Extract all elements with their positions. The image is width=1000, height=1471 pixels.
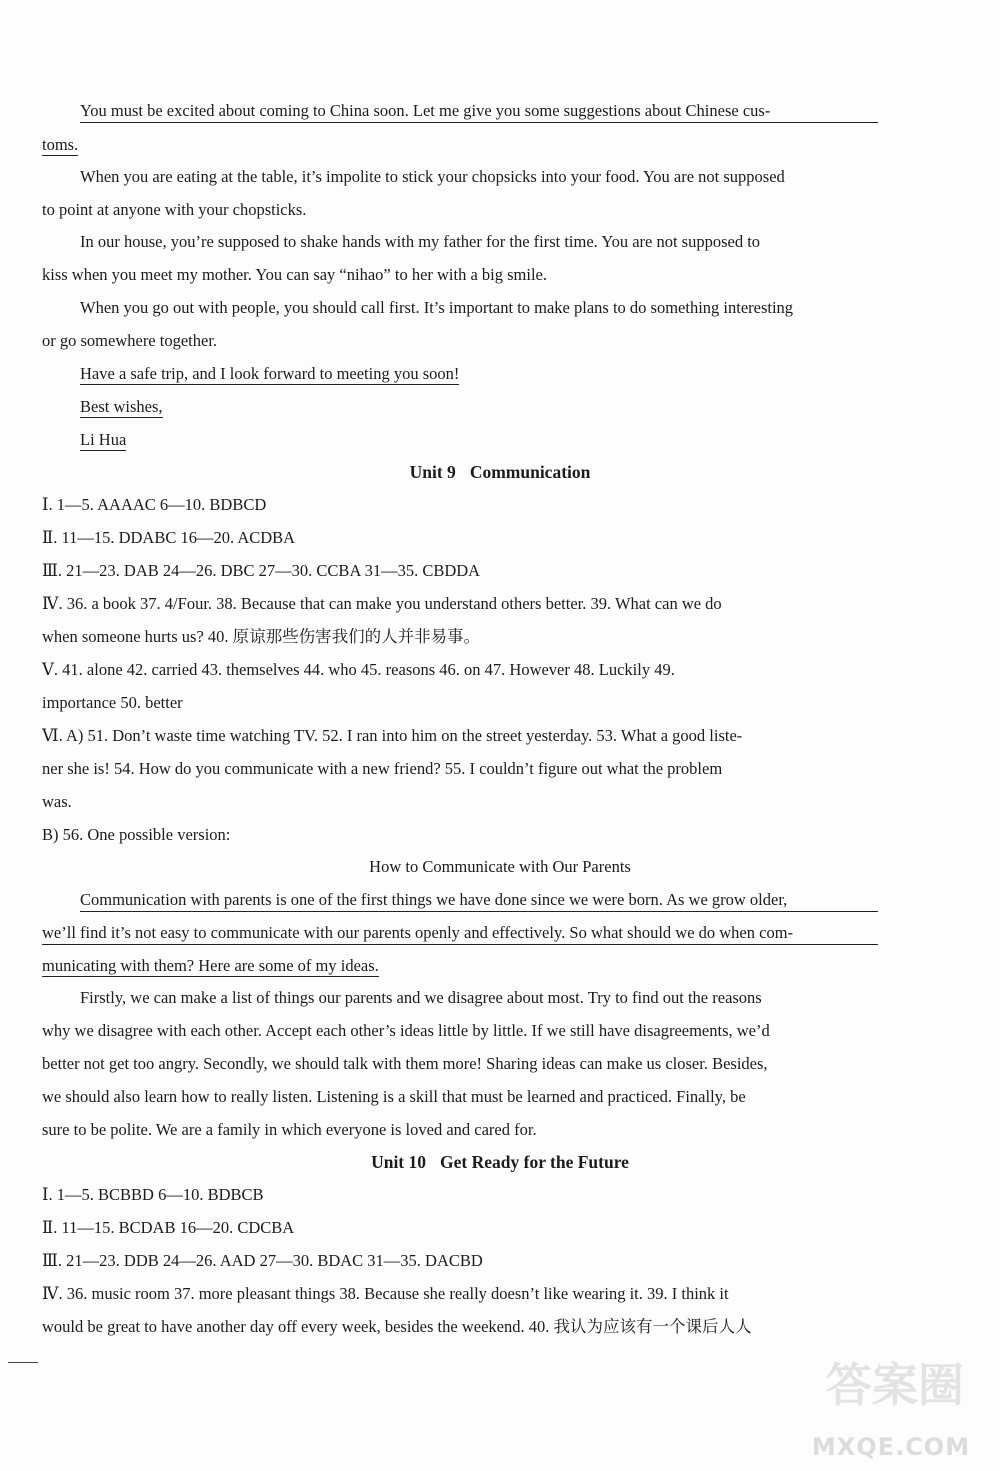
unit10-section-4: Ⅳ. 36. music room 37. more pleasant things 38. Because she really doesn’t like wearing it. 39. I think it: [42, 1284, 729, 1303]
unit10-subtitle: Get Ready for the Future: [440, 1152, 629, 1172]
essay-line-8: sure to be polite. We are a family in which everyone is loved and cared for.: [42, 1120, 537, 1139]
unit10-title: Unit 10: [371, 1152, 427, 1172]
unit9-section-6-end: was.: [42, 792, 72, 811]
letter-signature: Li Hua: [80, 430, 127, 449]
essay-line-5: why we disagree with each other. Accept each other’s ideas little by little. If we still have disagreements, we’d: [42, 1021, 770, 1040]
letter-paragraph-4-cont: or go somewhere together.: [42, 331, 218, 350]
letter-paragraph-3: In our house, you’re supposed to shake hands with my father for the first time. You are not supposed to: [80, 232, 761, 251]
unit10-heading: [0, 1150, 1000, 1174]
unit9-heading: [0, 460, 1000, 484]
letter-paragraph-1-cont: toms.: [42, 135, 79, 154]
essay-line-7: we should also learn how to really listen. Listening is a skill that must be learned and practiced. Finally, be: [42, 1087, 746, 1106]
unit9-section-6: Ⅵ. A) 51. Don’t waste time watching TV. 52. I ran into him on the street yesterday. 53. What a good liste-: [42, 726, 743, 745]
unit9-section-5: Ⅴ. 41. alone 42. carried 43. themselves 44. who 45. reasons 46. on 47. However 48. Luckily 49.: [42, 660, 675, 679]
unit10-section-4-cont: would be great to have another day off every week, besides the weekend. 40. 我认为应该有一个课后人人: [42, 1317, 752, 1336]
letter-paragraph-3-cont: kiss when you meet my mother. You can say “nihao” to her with a big smile.: [42, 265, 548, 284]
letter-paragraph-2: When you are eating at the table, it’s impolite to stick your chopsicks into your food. You are not supposed: [80, 167, 785, 186]
unit9-section-3: Ⅲ. 21—23. DAB 24—26. DBC 27—30. CCBA 31—35. CBDDA: [42, 561, 481, 580]
essay-line-6: better not get too angry. Secondly, we should talk with them more! Sharing ideas can make us closer. Besides,: [42, 1054, 768, 1073]
unit9-section-4-cont: when someone hurts us? 40. 原谅那些伤害我们的人并非易事。: [42, 627, 481, 646]
letter-paragraph-4: When you go out with people, you should call first. It’s important to make plans to do something interesting: [80, 298, 794, 317]
watermark-url: MXQE.COM: [811, 1433, 971, 1461]
essay-line-1: Communication with parents is one of the first things we have done since we were born. As we grow older,: [80, 889, 878, 912]
site-watermark: [806, 1343, 976, 1461]
letter-paragraph-2-cont: to point at anyone with your chopsticks.: [42, 200, 307, 219]
essay-line-2: we’ll find it’s not easy to communicate with our parents openly and effectively. So what should we do when com-: [42, 922, 878, 945]
unit9-section-1: Ⅰ. 1—5. AAAAC 6—10. BDBCD: [42, 495, 267, 514]
letter-closing: Have a safe trip, and I look forward to meeting you soon!: [80, 364, 460, 383]
essay-line-3: municating with them? Here are some of my ideas.: [42, 956, 379, 975]
unit9-title: Unit 9: [409, 462, 456, 482]
unit9-writing-intro: B) 56. One possible version:: [42, 825, 231, 844]
essay-line-4: Firstly, we can make a list of things our parents and we disagree about most. Try to find out the reasons: [80, 988, 762, 1007]
page-edge-rule: [8, 1362, 38, 1363]
unit9-section-5-cont: importance 50. better: [42, 693, 183, 712]
letter-wishes: Best wishes,: [80, 397, 163, 416]
unit9-section-2: Ⅱ. 11—15. DDABC 16—20. ACDBA: [42, 528, 296, 547]
unit10-section-2: Ⅱ. 11—15. BCDAB 16—20. CDCBA: [42, 1218, 295, 1237]
watermark-logo-text: 答案圈: [826, 1358, 964, 1412]
unit9-subtitle: Communication: [469, 462, 591, 482]
unit9-section-4: Ⅳ. 36. a book 37. 4/Four. 38. Because that can make you understand others better. 39. What can we do: [42, 594, 722, 613]
letter-paragraph-1: You must be excited about coming to China soon. Let me give you some suggestions about Chinese cus-: [80, 100, 878, 123]
unit10-section-3: Ⅲ. 21—23. DDB 24—26. AAD 27—30. BDAC 31—35. DACBD: [42, 1251, 483, 1270]
unit10-section-1: Ⅰ. 1—5. BCBBD 6—10. BDBCB: [42, 1185, 264, 1204]
unit9-section-6-cont: ner she is! 54. How do you communicate with a new friend? 55. I couldn’t figure out what the problem: [42, 759, 723, 778]
essay-title: How to Communicate with Our Parents: [369, 857, 631, 876]
